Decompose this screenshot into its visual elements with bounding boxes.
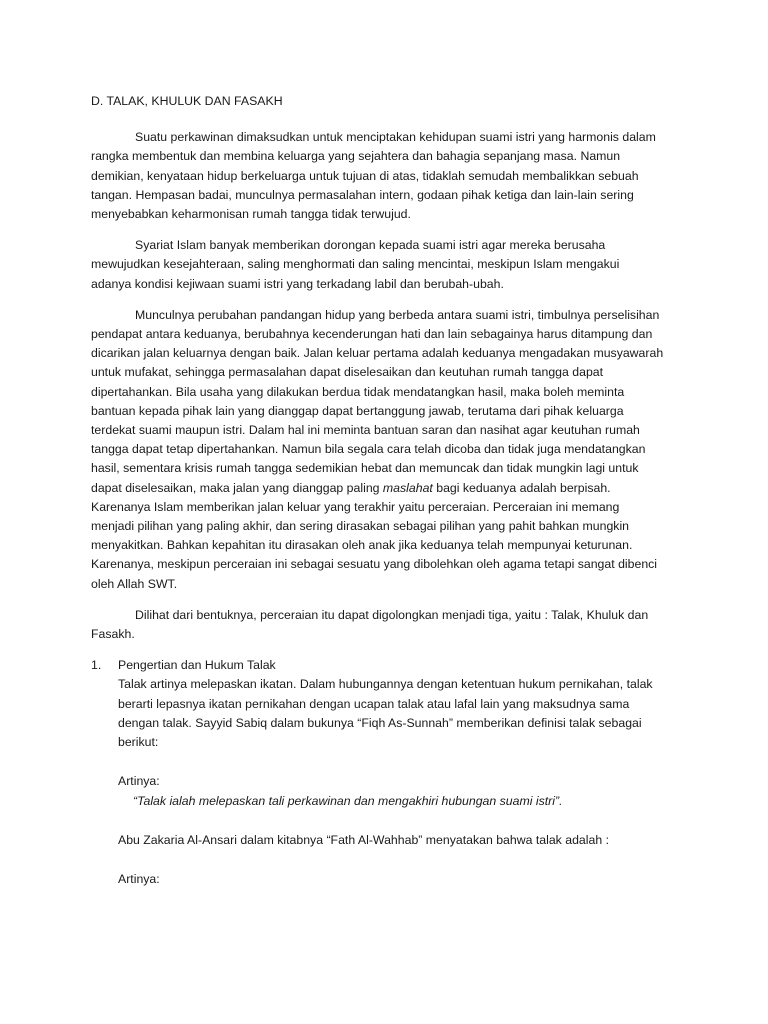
paragraph-2 [91, 236, 681, 294]
subsection-title: Pengertian dan Hukum Talak [118, 658, 276, 673]
blank-line [118, 850, 681, 870]
paragraph-line: pendapat antara keduanya, berubahnya kecenderungan hati dan lain sebagainya harus ditampung dan [91, 327, 653, 342]
paragraph-line: demikian, kenyataan hidup berkeluarga untuk tujuan di atas, tidaklah semudah membalikkan sebuah [91, 168, 639, 183]
section-heading: D. TALAK, KHULUK DAN FASAKH [91, 94, 283, 108]
blank-line [118, 811, 681, 831]
paragraph-line: dengan talak. Sayyid Sabiq dalam bukunya “Fiqh As-Sunnah” memberikan definisi talak sebagai [118, 715, 642, 730]
paragraph-1 [91, 128, 681, 224]
paragraph-line: mewujudkan kesejahteraan, saling menghormati dan saling mencintai, meskipun Islam mengakui [91, 257, 620, 272]
paragraph-line: bantuan kepada pihak lain yang dianggap dapat bertanggung jawab, terutama dari pihak keluarga [91, 403, 624, 418]
definition-quote: “Talak ialah melepaskan tali perkawinan dan mengakhiri hubungan suami istri”. [133, 793, 563, 808]
paragraph-line: adanya kondisi kejiwaan suami istri yang terkadang labil dan berubah-ubah. [91, 276, 504, 291]
paragraph-line: Talak artinya melepaskan ikatan. Dalam hubungannya dengan ketentuan hukum pernikahan, talak [118, 677, 653, 692]
paragraph-line: menyakitkan. Bahkan kepahitan itu dirasakan oleh anak jika keduanya telah mempunyai keturunan. [91, 538, 633, 553]
paragraph-line: menyebabkan keharmonisan rumah tangga tidak terwujud. [91, 207, 411, 222]
paragraph-line: Suatu perkawinan dimaksudkan untuk menciptakan kehidupan suami istri yang harmonis dalam [135, 130, 656, 145]
blank-line [118, 752, 681, 772]
italic-term: maslahat [382, 480, 433, 495]
paragraph-line: Syariat Islam banyak memberikan dorongan kepada suami istri agar mereka berusaha [135, 238, 606, 253]
artinya-label: Artinya: [118, 774, 160, 789]
paragraph-line: Fasakh. [91, 627, 135, 642]
list-number: 1. [91, 658, 102, 673]
paragraph-line: berikut: [118, 735, 159, 750]
paragraph-line: oleh Allah SWT. [91, 576, 178, 591]
paragraph-line: tangan. Hempasan badai, munculnya permasalahan intern, godaan pihak ketiga dan lain-lain sering [91, 187, 634, 202]
paragraph-line: tangga dapat tetap dipertahankan. Namun bila segala cara telah dicoba dan tidak juga mendatangkan [91, 442, 646, 457]
paragraph-line: Karenanya Islam memberikan jalan keluar yang terakhir yaitu perceraian. Perceraian ini memang [91, 499, 620, 514]
paragraph-line: Karenanya, meskipun perceraian ini sebagai sesuatu yang dibolehkan oleh agama tetapi sangat dibenci [91, 557, 658, 572]
numbered-section-1 [91, 656, 681, 889]
paragraph-line: Munculnya perubahan pandangan hidup yang berbeda antara suami istri, timbulnya perselisihan [135, 307, 660, 322]
artinya-label: Artinya: [118, 871, 160, 886]
paragraph-line: berarti lepasnya ikatan pernikahan dengan ucapan talak atau lafal lain yang maksudnya sama [118, 696, 630, 711]
paragraph-line: dipertahankan. Bila usaha yang dilakukan berdua tidak mendatangkan hasil, maka boleh meminta [91, 384, 625, 399]
paragraph-line: terdekat suami maupun istri. Dalam hal ini meminta bantuan saran dan nasihat agar keutuhan rumah [91, 423, 640, 438]
paragraph-line: Abu Zakaria Al-Ansari dalam kitabnya “Fath Al-Wahhab” menyatakan bahwa talak adalah : [118, 832, 609, 847]
paragraph-line: dicarikan jalan keluarnya dengan baik. Jalan keluar pertama adalah keduanya mengadakan musyawarah [91, 346, 664, 361]
paragraph-line: menjadi pilihan yang paling akhir, dan sering dirasakan sebagai pilihan yang pahit bahkan mungkin [91, 519, 630, 534]
paragraph-line [91, 479, 681, 498]
paragraph-4 [91, 606, 681, 644]
line-text: bagi keduanya adalah berpisah. [432, 480, 611, 495]
document-body [91, 92, 681, 889]
paragraph-3 [91, 306, 681, 594]
paragraph-line: untuk mufakat, sehingga permasalahan dapat diselesaikan dan keutuhan rumah tangga dapat [91, 365, 604, 380]
paragraph-line: rangka membentuk dan membina keluarga yang sejahtera dan bahagia sepanjang masa. Namun [91, 149, 621, 164]
paragraph-line: hasil, sementara krisis rumah tangga sedemikian hebat dan memuncak dan tidak mungkin lagi untuk [91, 461, 639, 476]
line-text: dapat diselesaikan, maka jalan yang dianggap paling [91, 480, 383, 495]
paragraph-line: Dilihat dari bentuknya, perceraian itu dapat digolongkan menjadi tiga, yaitu : Talak, Khuluk dan [135, 607, 649, 622]
